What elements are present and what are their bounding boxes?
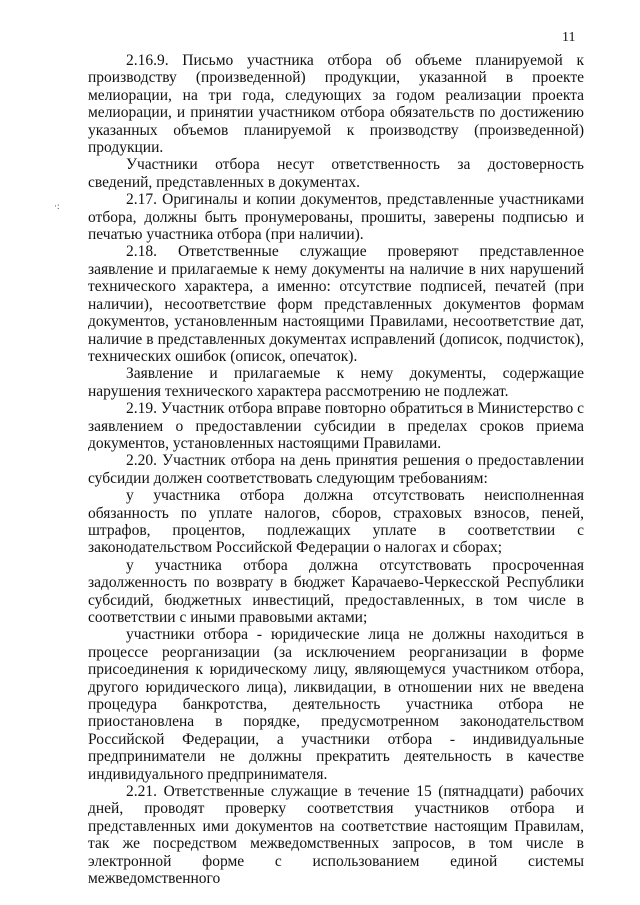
paragraph-technical-violations: Заявление и прилагаемые к нему документы, содержащие нарушения технического характера рассмотрению не подлежат. bbox=[88, 365, 584, 400]
requirement-tax-obligations: у участника отбора должна отсутствовать неисполненная обязанность по уплате налогов, сборов, страховых взносов, пеней, штрафов, процентов, подлежащих уплате в соответствии с законодательством Российской Федерации о налогах и сборах; bbox=[88, 487, 584, 557]
paragraph-2-18: 2.18. Ответственные служащие проверяют представленное заявление и прилагаемые к нему документы на наличие в них нарушений технического характера, а именно: отсутствие подписей, печатей (при наличии), несоответствие форм представленных документов формам документов, установленным настоящими Правилами, несоответствие дат, наличие в представленных документах исправлений (дописок, подчисток), технических ошибок (описок, опечаток). bbox=[88, 243, 584, 365]
margin-mark: ·: bbox=[54, 201, 60, 211]
paragraph-2-16-9: 2.16.9. Письмо участника отбора об объеме планируемой к производству (произведенной) продукции, указанной в проекте мелиорации, на три года, следующих за годом реализации проекта мелиорации, и принятии участником отбора обязательств по достижению указанных объемов планируемой к производству (произведенной) продукции. bbox=[88, 52, 584, 157]
requirement-overdue-debt: у участника отбора должна отсутствовать просроченная задолженность по возврату в бюджет Карачаево-Черкесской Республики субсидий, бюджетных инвестиций, предоставленных, в том числе в соответствии с иными правовыми актами; bbox=[88, 556, 584, 626]
requirement-reorganization: участники отбора - юридические лица не должны находиться в процессе реорганизации (за исключением реорганизации в форме присоединения к юридическому лицу, являющемуся участником отбора, другого юридического лица), ликвидации, в отношении них не введена процедура банкротства, деятельность участника отбора не приостановлена в порядке, предусмотренном законодательством Российской Федерации, а участники отбора - индивидуальные предприниматели не должны прекратить деятельность в качестве индивидуального предпринимателя. bbox=[88, 626, 584, 783]
paragraph-2-21: 2.21. Ответственные служащие в течение 15 (пятнадцати) рабочих дней, проводят проверку соответствия участников отбора и представленных ими документов на соответствие настоящим Правилам, так же посредством межведомственных запросов, в том числе в электронной форме с использованием единой системы межведомственного bbox=[88, 783, 584, 888]
paragraph-2-20: 2.20. Участник отбора на день принятия решения о предоставлении субсидии должен соответствовать следующим требованиям: bbox=[88, 452, 584, 487]
document-body bbox=[88, 52, 584, 888]
page-number: 11 bbox=[562, 30, 576, 45]
paragraph-2-19: 2.19. Участник отбора вправе повторно обратиться в Министерство с заявлением о предоставлении субсидии в пределах сроков приема документов, установленных настоящими Правилами. bbox=[88, 400, 584, 452]
paragraph-2-17: 2.17. Оригиналы и копии документов, представленные участниками отбора, должны быть пронумерованы, прошиты, заверены подписью и печатью участника отбора (при наличии). bbox=[88, 191, 584, 244]
paragraph-responsibility: Участники отбора несут ответственность за достоверность сведений, представленных в документах. bbox=[88, 156, 584, 191]
